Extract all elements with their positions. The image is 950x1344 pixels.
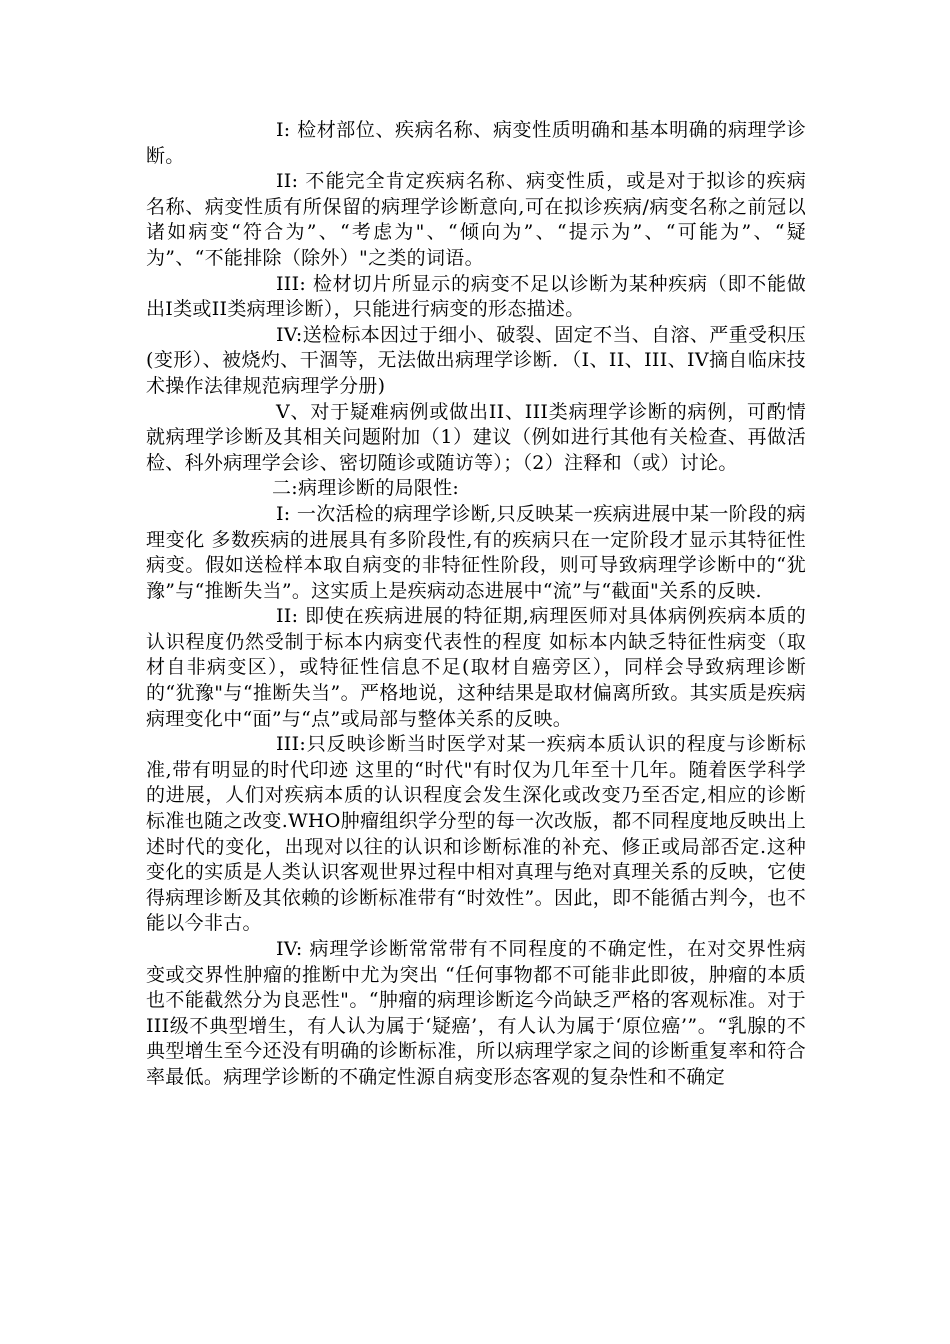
section-heading-limitations: 二:病理诊断的局限性: xyxy=(272,477,460,500)
document-page xyxy=(146,118,806,1091)
paragraph-category-iv: IV:送检标本因过于细小、破裂、固定不当、自溶、严重受积压(变形）、被烧灼、干涸等，无法做出病理学诊断．（I、II、III、IV摘自临床技术操作法律规范病理学分册) xyxy=(146,323,806,397)
paragraph-category-i: I: 检材部位、疾病名称、病变性质明确和基本明确的病理学诊断。 xyxy=(146,119,806,167)
paragraph-limitation-ii: II: 即使在疾病进展的特征期,病理医师对具体病例疾病本质的认识程度仍然受制于标本内病变代表性的程度 如标本内缺乏特征性病变（取材自非病变区），或特征性信息不足(取材自癌旁区），同样会导致病理诊断的“犹豫"与“推断失当”。严格地说，这种结果是取材偏离所致。其实质是疾病病理变化中“面”与“点”或局部与整体关系的反映。 xyxy=(146,605,806,730)
paragraph-category-ii: II: 不能完全肯定疾病名称、病变性质，或是对于拟诊的疾病名称、病变性质有所保留的病理学诊断意向,可在拟诊疾病/病变名称之前冠以诸如病变“符合为”、“考虑为"、“倾向为”、“提示为”、“可能为”、“疑为”、“不能排除（除外）"之类的词语。 xyxy=(146,170,806,269)
paragraph-category-iii: III: 检材切片所显示的病变不足以诊断为某种疾病（即不能做出I类或II类病理诊断），只能进行病变的形态描述。 xyxy=(146,272,806,321)
paragraph-category-v: V、对于疑难病例或做出II、III类病理学诊断的病例，可酌情就病理学诊断及其相关问题附加（1）建议（例如进行其他有关检查、再做活检、科外病理学会诊、密切随诊或随访等）；（2）注释和（或）讨论。 xyxy=(146,400,806,474)
paragraph-limitation-iii: III:只反映诊断当时医学对某一疾病本质认识的程度与诊断标准,带有明显的时代印迹 这里的“时代"有时仅为几年至十几年。随着医学科学的进展，人们对疾病本质的认识程度会发生深化或改变乃至否定,相应的诊断标准也随之改变.WHO肿瘤组织学分型的每一次改版，都不同程度地反映出上述时代的变化，出现对以往的认识和诊断标准的补充、修正或局部否定.这种变化的实质是人类认识客观世界过程中相对真理与绝对真理关系的反映，它使得病理诊断及其依赖的诊断标准带有“时效性”。因此，即不能循古判今，也不能以今非古。 xyxy=(146,733,806,935)
paragraph-limitation-i: I: 一次活检的病理学诊断,只反映某一疾病进展中某一阶段的病理变化 多数疾病的进展具有多阶段性,有的疾病只在一定阶段才显示其特征性病变。假如送检样本取自病变的非特征性阶段，则可导致病理学诊断中的“犹豫”与“推断失当”。这实质上是疾病动态进展中“流”与“截面"关系的反映. xyxy=(146,502,806,602)
paragraph-limitation-iv: IV: 病理学诊断常常带有不同程度的不确定性，在对交界性病变或交界性肿瘤的推断中尤为突出 “任何事物都不可能非此即彼，肿瘤的本质也不能截然分为良恶性"。“肿瘤的病理诊断迄今尚缺乏严格的客观标准。对于III级不典型增生，有人认为属于‘疑癌’，有人认为属于‘原位癌’”。“乳腺的不典型增生至今还没有明确的诊断标准，所以病理学家之间的诊断重复率和符合率最低。病理学诊断的不确定性源自病变形态客观的复杂性和不确定 xyxy=(146,938,806,1088)
